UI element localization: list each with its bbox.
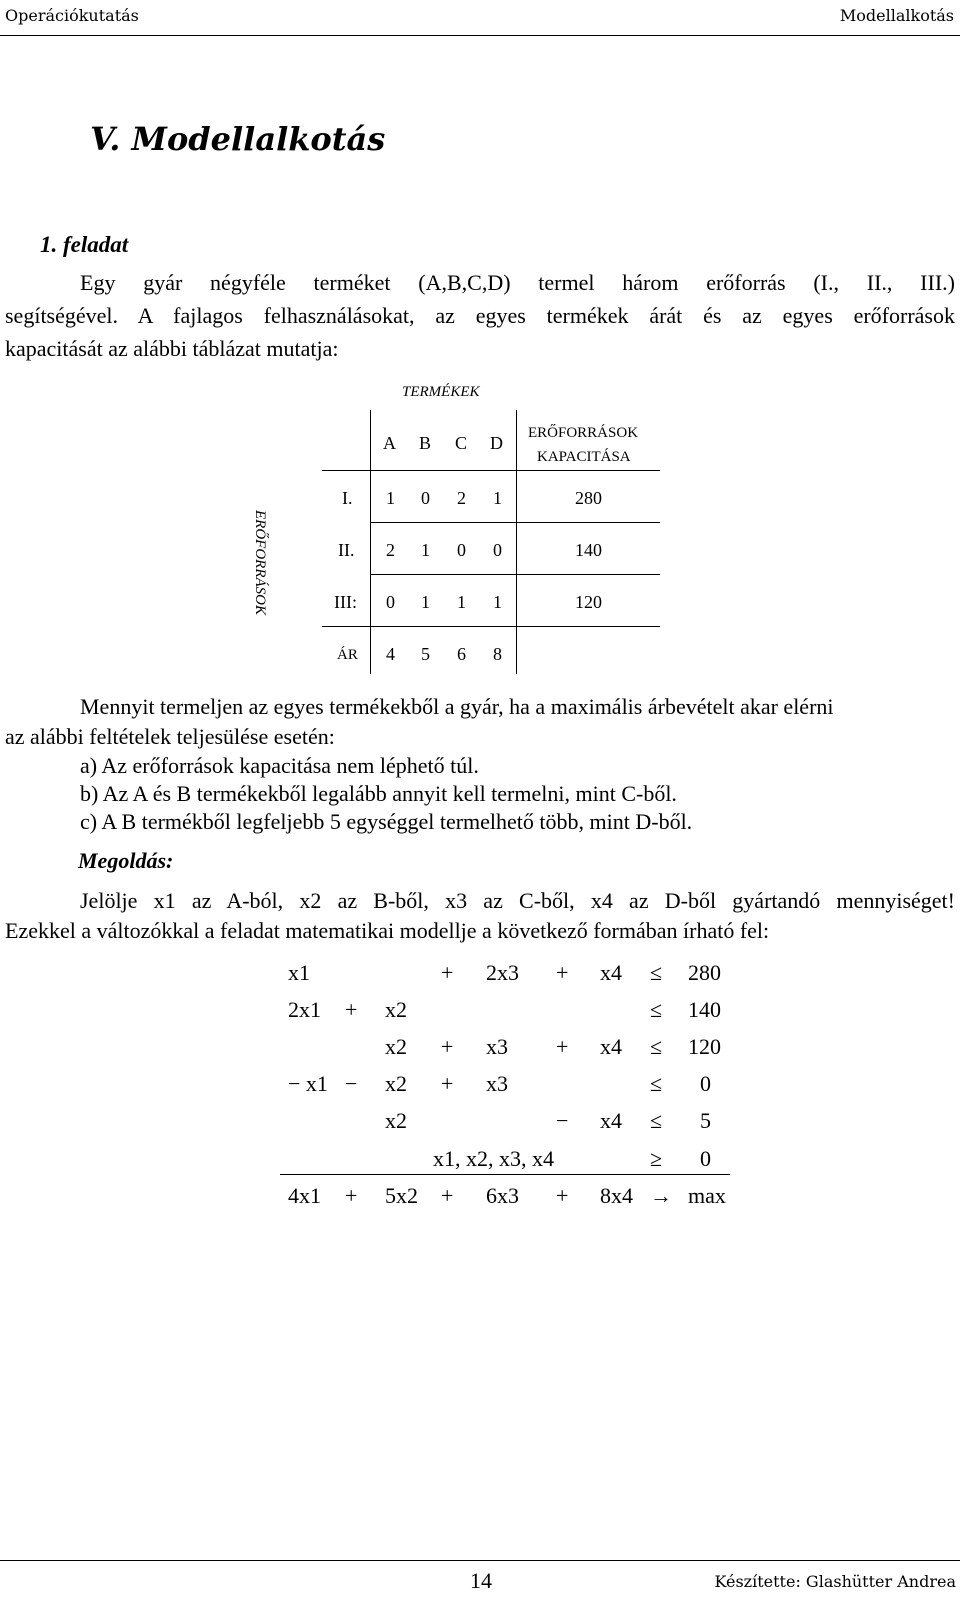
price-cell: 6 [457,644,466,664]
row-label-2: II. [338,540,355,560]
capacity-cell: 120 [575,592,602,612]
model-term: x2 [385,1071,407,1096]
col-header-d: D [490,433,503,453]
model-term: x4 [600,960,622,985]
cell: 1 [493,488,502,508]
question-line-2: az alábbi feltételek teljesülése esetén: [5,724,335,749]
intro-line-2: segítségével. A fajlagos felhasználásokat, az egyes termékek árát és az egyes erőforrások [5,303,955,328]
model-term: x2 [385,1108,407,1133]
model-term: x2 [385,997,407,1022]
model-rhs: 5 [700,1108,711,1133]
cell: 1 [421,592,430,612]
task-title: 1. feladat [40,232,129,257]
model-term: + [345,1183,358,1208]
table-rule [322,626,660,627]
cell: 0 [386,592,395,612]
model-term: x2 [385,1034,407,1059]
model-rhs: 120 [688,1034,721,1059]
row-label-3: III: [334,592,357,612]
model-term: 4x1 [288,1183,321,1208]
author: Készítette: Glashütter Andrea [714,1572,956,1591]
col-header-b: B [419,433,432,453]
table-rule [322,470,660,471]
model-term: + [441,1183,454,1208]
model-term: 6x3 [486,1183,519,1208]
model-relation: ≤ [650,1071,663,1096]
model-term: + [441,1071,454,1096]
price-label: ÁR [337,647,358,663]
model-relation: → [650,1183,672,1208]
capacity-cell: 140 [575,540,602,560]
model-term: + [556,1183,569,1208]
cell: 0 [493,540,502,560]
price-cell: 8 [493,644,502,664]
products-label: TERMÉKEK [402,384,480,400]
cell: 0 [421,488,430,508]
price-cell: 5 [421,644,430,664]
model-term: − [345,1071,358,1096]
capacity-label-1: ERŐFORRÁSOK [528,425,639,441]
footer-rule [0,1560,960,1561]
model-relation: ≥ [650,1146,663,1171]
page-number: 14 [470,1568,492,1593]
cell: 2 [457,488,466,508]
model-term: 5x2 [385,1183,418,1208]
chapter-title: V. Modellalkotás [90,120,386,158]
header-left: Operációkutatás [5,6,139,25]
model-relation: ≤ [650,1034,663,1059]
model-term: x1 [288,960,310,985]
model-term: x4 [600,1034,622,1059]
solution-label: Megoldás: [78,848,174,873]
condition-c: c) A B termékből legfeljebb 5 egységgel termelhető több, mint D-ből. [80,809,693,834]
model-rhs: 0 [700,1146,711,1171]
model-term: 2x1 [288,997,321,1022]
model-term: x3 [486,1034,508,1059]
cell: 1 [421,540,430,560]
cell: 1 [493,592,502,612]
model-term: 8x4 [600,1183,633,1208]
capacity-label-2: KAPACITÁSA [537,449,631,465]
capacity-cell: 280 [575,488,602,508]
model-term: x3 [486,1071,508,1096]
condition-a: a) Az erőforrások kapacitása nem léphető túl. [80,753,479,778]
model-relation: ≤ [650,1108,663,1133]
model-term: x1, x2, x3, x4 [433,1146,554,1171]
model-term: + [556,960,569,985]
cell: 0 [457,540,466,560]
model-term: 2x3 [486,960,519,985]
question-line-1 [5,690,955,723]
cell: 2 [386,540,395,560]
intro-line-3: kapacitását az alábbi táblázat mutatja: [5,336,339,361]
model-term: + [345,997,358,1022]
solution-line-2: Ezekkel a változókkal a feladat matematikai modellje a következő formában írható fel: [5,918,770,943]
header-right: Modellalkotás [839,6,954,25]
model-rhs: max [688,1183,726,1208]
model-term: + [441,960,454,985]
model-term: + [441,1034,454,1059]
model-term: + [556,1034,569,1059]
table-rule [516,410,517,674]
table-rule [370,410,371,674]
resources-side-label: ERŐFORRÁSOK [252,510,268,615]
cell: 1 [457,592,466,612]
price-cell: 4 [386,644,395,664]
page-header [0,0,960,36]
model-rhs: 0 [700,1071,711,1096]
intro-line-1: Egy gyár négyféle terméket (A,B,C,D) termel három erőforrás (I., II., III.) [80,270,955,295]
model-term: − x1 [288,1071,328,1096]
objective-rule [280,1174,730,1175]
model-rhs: 140 [688,997,721,1022]
model-relation: ≤ [650,960,663,985]
model-relation: ≤ [650,997,663,1022]
model-rhs: 280 [688,960,721,985]
condition-b: b) Az A és B termékekből legalább annyit kell termelni, mint C-ből. [80,781,677,806]
row-label-1: I. [342,488,353,508]
model-term: x4 [600,1108,622,1133]
col-header-a: A [383,433,396,453]
table-rule [370,574,660,575]
model-term: − [556,1108,569,1133]
table-rule [370,522,660,523]
cell: 1 [386,488,395,508]
question-text-1: Mennyit termeljen az egyes termékekből a gyár, ha a maximális árbevételt akar elérni [80,694,834,719]
col-header-c: C [455,433,468,453]
solution-line-1: Jelölje x1 az A-ból, x2 az B-ből, x3 az C-ből, x4 az D-ből gyártandó mennyiséget! [80,888,955,913]
